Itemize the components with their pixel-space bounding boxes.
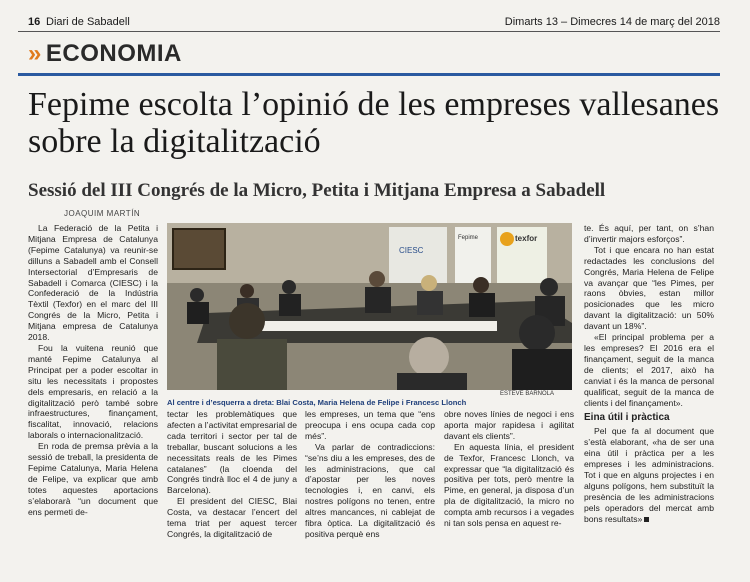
banner-ciesc-label: CIESC [399, 246, 424, 255]
article-column-1 [28, 223, 158, 517]
paragraph: Fou la vuitena reunió que manté Fepime Catalunya al Principat per a poder escoltar in situ les necessitats i propostes dels empresaris, en relació a la digitalització però també sobre infraestructures, finançament, fiscalitat, innovació, relacions laborals o internacionalització. [28, 342, 158, 441]
byline: JOAQUIM MARTÍN [64, 209, 141, 218]
subsection-heading: Eina útil i pràctica [584, 412, 670, 424]
page-number: 16 [28, 16, 41, 28]
meeting-photo-illustration [167, 223, 572, 390]
foreground-head [229, 303, 265, 339]
paragraph: En roda de premsa prèvia a la sessió de treball, la presidenta de Fepime Catalunya, Maria Helena de Felipe, va explicar que amb totes aquestes aportacions s’elaborarà “un document que ens permeti de- [28, 441, 158, 517]
attendee-head [282, 280, 296, 294]
subhead: Sessió del III Congrés de la Micro, Petita i Mitjana Empresa a Sabadell [28, 180, 606, 201]
texfor-logo-icon [500, 232, 514, 246]
paragraph: Tot i que encara no han estat redactades les conclusions del Congrés, Maria Helena de Felipe va avançar que “les Pimes, per raons òbvies, estan millor posicionades que les micro davant la digitalització: un 50% davant un 18%”. [584, 244, 714, 332]
paragraph: te. És aquí, per tant, on s’han d’invertir majors esforços”. [584, 223, 714, 244]
section-rule [18, 73, 720, 76]
paragraph: tectar les problemàtiques que afecten a l’activitat empresarial de cada territori i sector per tal de treballar, buscant solucions a les necessitats reals de les Pimes catalanes” (la cloenda del Congrés tindrà lloc el 4 de juny a Barcelona). [167, 409, 297, 496]
paragraph-text: Pel que fa al document que s’està elaborant, «ha de ser una eina útil i pràctica per a les empreses i les administracions. Tot i que en alguns projectes i en alguns polígons, hem substituït la presència de les administracions pels operadors del mercat amb bons resultats» [584, 426, 714, 524]
banner-texfor-label: texfor [515, 234, 538, 243]
banner-fepime-label: Fepime [458, 235, 479, 241]
foreground-body [397, 373, 467, 390]
attendee-head [540, 278, 558, 296]
wall-painting [173, 229, 225, 269]
attendee-head [190, 288, 204, 302]
headline: Fepime escolta l’opinió de les empreses vallesanes sobre la digitalització [28, 86, 720, 160]
paragraph: «El principal problema per a les empreses? El 2016 era el finançament, seguit de la manca de clients; el 2017, això ha canviat i és la manca de personal qualificat, seguit de la manca de clients i del finançament». [584, 332, 714, 408]
attendee-head [473, 277, 489, 293]
article-column-3 [305, 409, 435, 540]
paragraph: les empreses, un tema que “ens preocupa i ens ocupa cada cop més”. [305, 409, 435, 441]
paragraph: obre noves línies de negoci i ens aporta major rapidesa i agilitat davant els clients”. [444, 409, 574, 441]
paragraph: La Federació de la Petita i Mitjana Empresa de Catalunya (Fepime Catalunya) va reunir-se dilluns a Sabadell amb el Consell Intersectorial d’Empresaris de Sabadell i Comarca (CIESC) i la Confederació de la Indústria Tèxtil (Texfor) en el marc del III Congrés de la Micro, Petita i Mitjana empresa de Catalunya 2018. [28, 223, 158, 343]
photo-credit: ESTEVE BARNOLA [500, 391, 555, 397]
attendee-body [469, 293, 495, 317]
foreground-body [217, 339, 287, 390]
article-column-2 [167, 409, 297, 540]
paragraph: En aquesta línia, el president de Texfor, Francesc Llonch, va expressar que “la digitalització és positiva per tots, però mentre la Pime, en general, ja disposa d’un pla de digitalització, la micro no compta amb recursos i a vegades ni tan sols pensa en aquest re- [444, 441, 574, 529]
section-chevron-icon: » [28, 40, 42, 67]
end-of-article-mark [644, 517, 649, 522]
foreground-body [512, 349, 572, 390]
article-column-5 [584, 223, 714, 524]
attendee-head [240, 284, 254, 298]
foreground-head [409, 337, 449, 377]
attendee-body [417, 291, 443, 315]
section-label [28, 40, 182, 68]
paragraph: El president del CIESC, Blai Costa, va destacar l’encert del tema triat per aquest tercer Congrés, la digitalització de [167, 496, 297, 539]
foreground-head [519, 315, 555, 351]
attendee-body [187, 302, 209, 324]
banner-ciesc [389, 227, 447, 287]
paper-name: Diari de Sabadell [46, 16, 130, 28]
table-papers [247, 321, 497, 331]
paragraph [584, 426, 714, 524]
paragraph: Va parlar de contradiccions: “se’ns diu a les empreses, des de les administracions, que cal d’apostar per les noves tecnologies i, en canvi, els nostres polígons no tenen, entre altres mancances, ni cablejat de fibra òptica. La digitalització és positiva perquè ens [305, 441, 435, 539]
attendee-body [365, 287, 391, 313]
attendee-head [421, 275, 437, 291]
attendee-head [369, 271, 385, 287]
issue-date: Dimarts 13 – Dimecres 14 de març del 2018 [504, 16, 720, 28]
photo-caption: Al centre i d’esquerra a dreta: Blai Costa, Maria Helena de Felipe i Francesc Llonch [167, 398, 467, 407]
page-header [18, 14, 720, 32]
article-column-4 [444, 409, 574, 529]
article-photo [167, 223, 572, 390]
attendee-body [279, 294, 301, 316]
section-name: ECONOMIA [45, 40, 182, 67]
